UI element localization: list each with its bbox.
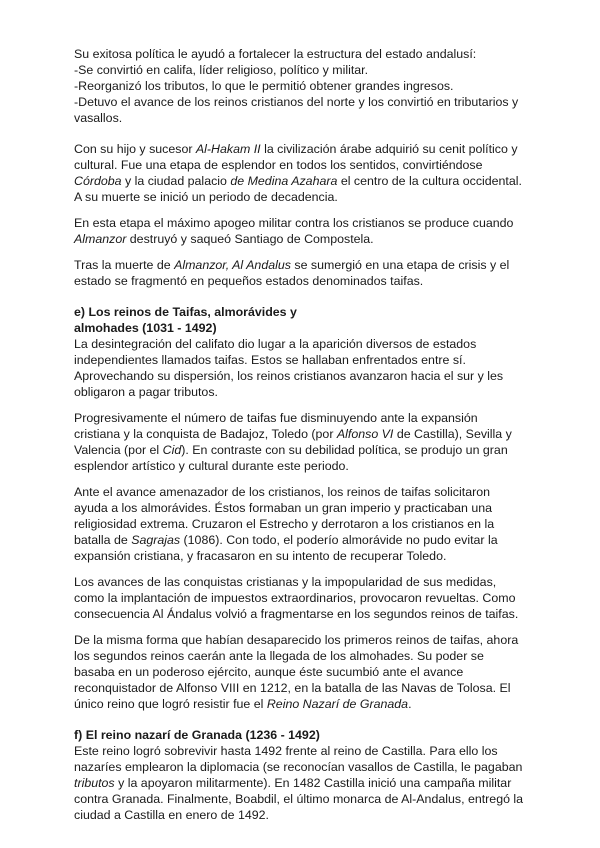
- heading-line: almohades (1031 - 1492): [74, 321, 217, 335]
- emphasis-cid: Cid: [162, 443, 182, 457]
- heading-line: e) Los reinos de Taifas, almorávides y: [74, 305, 297, 319]
- paragraph-taifas-intro: La desintegración del califato dio lugar a la aparición diversos de estados independientes llamados taifas. Estos se hallaban enfrentados entre sí. Aprovechando su dispersión, los reinos cristianos avanzaron hacia el sur y les obligaron a pagar tributos.: [74, 337, 504, 399]
- emphasis-tributos: tributos: [74, 776, 115, 790]
- text-run: y la apoyaron militarmente). En 1482 Castilla inició una campaña militar contra Granada. Finalmente, Boabdil, el último monarca de Al-Andalus, entregó la ciudad a Castilla en enero de 1492.: [74, 776, 524, 822]
- intro-list-item: -Detuvo el avance de los reinos cristianos del norte y los convirtió en tributarios y vasallos.: [74, 95, 519, 125]
- paragraph-crisis: [74, 257, 526, 289]
- text-run: el centro de la cultura occidental. A su muerte se inició un periodo de decadencia.: [74, 174, 522, 204]
- intro-line: Su exitosa política le ayudó a fortalecer la estructura del estado andalusí:: [74, 47, 477, 61]
- text-run: ). En contraste con su debilidad política, se produjo un gran esplendor artístico y cultural durante este periodo.: [74, 443, 508, 473]
- document-page: [74, 46, 526, 823]
- section-heading-granada: f) El reino nazarí de Granada (1236 - 1492): [74, 728, 320, 742]
- emphasis-al-hakam: Al-Hakam II: [195, 142, 261, 156]
- intro-list-item: -Reorganizó los tributos, lo que le permitió obtener grandes ingresos.: [74, 79, 454, 93]
- paragraph-almoravides: [74, 484, 526, 564]
- emphasis-reino-nazari: Reino Nazarí de Granada: [266, 697, 409, 711]
- text-run: y la ciudad palacio: [121, 174, 231, 188]
- text-run: de Castilla), Sevilla y Valencia (por el: [74, 427, 512, 457]
- text-run: De la misma forma que habían desaparecido los primeros reinos de taifas, ahora los segundos reinos caerán ante la llegada de los almohades. Su poder se basaba en un poderoso ejército, aunque éste sucumbió ante el avance reconquistador de Alfonso VIII en 1212, en la batalla de las Navas de Tolosa. El único reino que logró resistir fue el: [74, 633, 519, 711]
- text-run: Progresivamente el número de taifas fue disminuyendo ante la expansión cristiana y la conquista de Badajoz, Toledo (por: [74, 411, 478, 441]
- emphasis-cordoba: Córdoba: [74, 174, 122, 188]
- text-run: Este reino logró sobrevivir hasta 1492 frente al reino de Castilla. Para ello los nazaríes emplearon la diplomacia (se reconocían vasallos de Castilla, le pagaban: [74, 744, 523, 774]
- text-run: .: [408, 697, 412, 711]
- text-run: la civilización árabe adquirió su cenit político y cultural. Fue una etapa de esplendor en todos los sentidos, convirtiéndose: [74, 142, 518, 172]
- text-run: destruyó y saqueó Santiago de Compostela.: [126, 232, 374, 246]
- emphasis-almanzor-al-andalus: Almanzor, Al Andalus: [174, 258, 291, 272]
- text-run: Ante el avance amenazador de los cristianos, los reinos de taifas solicitaron ayuda a los almorávides. Éstos formaban un gran imperio y practicaban una religiosidad extrema. Cruzaron el Estrecho y derrotaron a los cristianos en la batalla de: [74, 485, 495, 547]
- emphasis-alfonso-vi: Alfonso VI: [336, 427, 394, 441]
- paragraph-granada: [74, 743, 526, 823]
- paragraph-taifas-expansion: [74, 410, 526, 474]
- text-run: Con su hijo y sucesor: [74, 142, 196, 156]
- emphasis-almanzor: Almanzor: [74, 232, 127, 246]
- intro-block: [74, 46, 526, 126]
- paragraph-almohades: [74, 632, 526, 712]
- paragraph-almanzor: [74, 215, 526, 247]
- paragraph-al-hakam: [74, 141, 526, 205]
- emphasis-sagrajas: Sagrajas: [131, 533, 181, 547]
- intro-list-item: -Se convirtió en califa, líder religioso, político y militar.: [74, 63, 369, 77]
- text-run: En esta etapa el máximo apogeo militar contra los cristianos se produce cuando: [74, 216, 514, 230]
- text-run: (1086). Con todo, el poderío almorávide no pudo evitar la expansión cristiana, y fracasaron en su intento de recuperar Toledo.: [74, 533, 498, 563]
- emphasis-medina-azahara: de Medina Azahara: [230, 174, 338, 188]
- text-run: se sumergió en una etapa de crisis y el estado se fragmentó en pequeños estados denominados taifas.: [74, 258, 510, 288]
- text-run: Tras la muerte de: [74, 258, 175, 272]
- section-heading-taifas: [74, 304, 526, 336]
- paragraph-revueltas: Los avances de las conquistas cristianas y la impopularidad de sus medidas, como la implantación de impuestos extraordinarios, provocaron revueltas. Como consecuencia Al Ándalus volvió a fragmentarse en los segundos reinos de taifas.: [74, 575, 519, 621]
